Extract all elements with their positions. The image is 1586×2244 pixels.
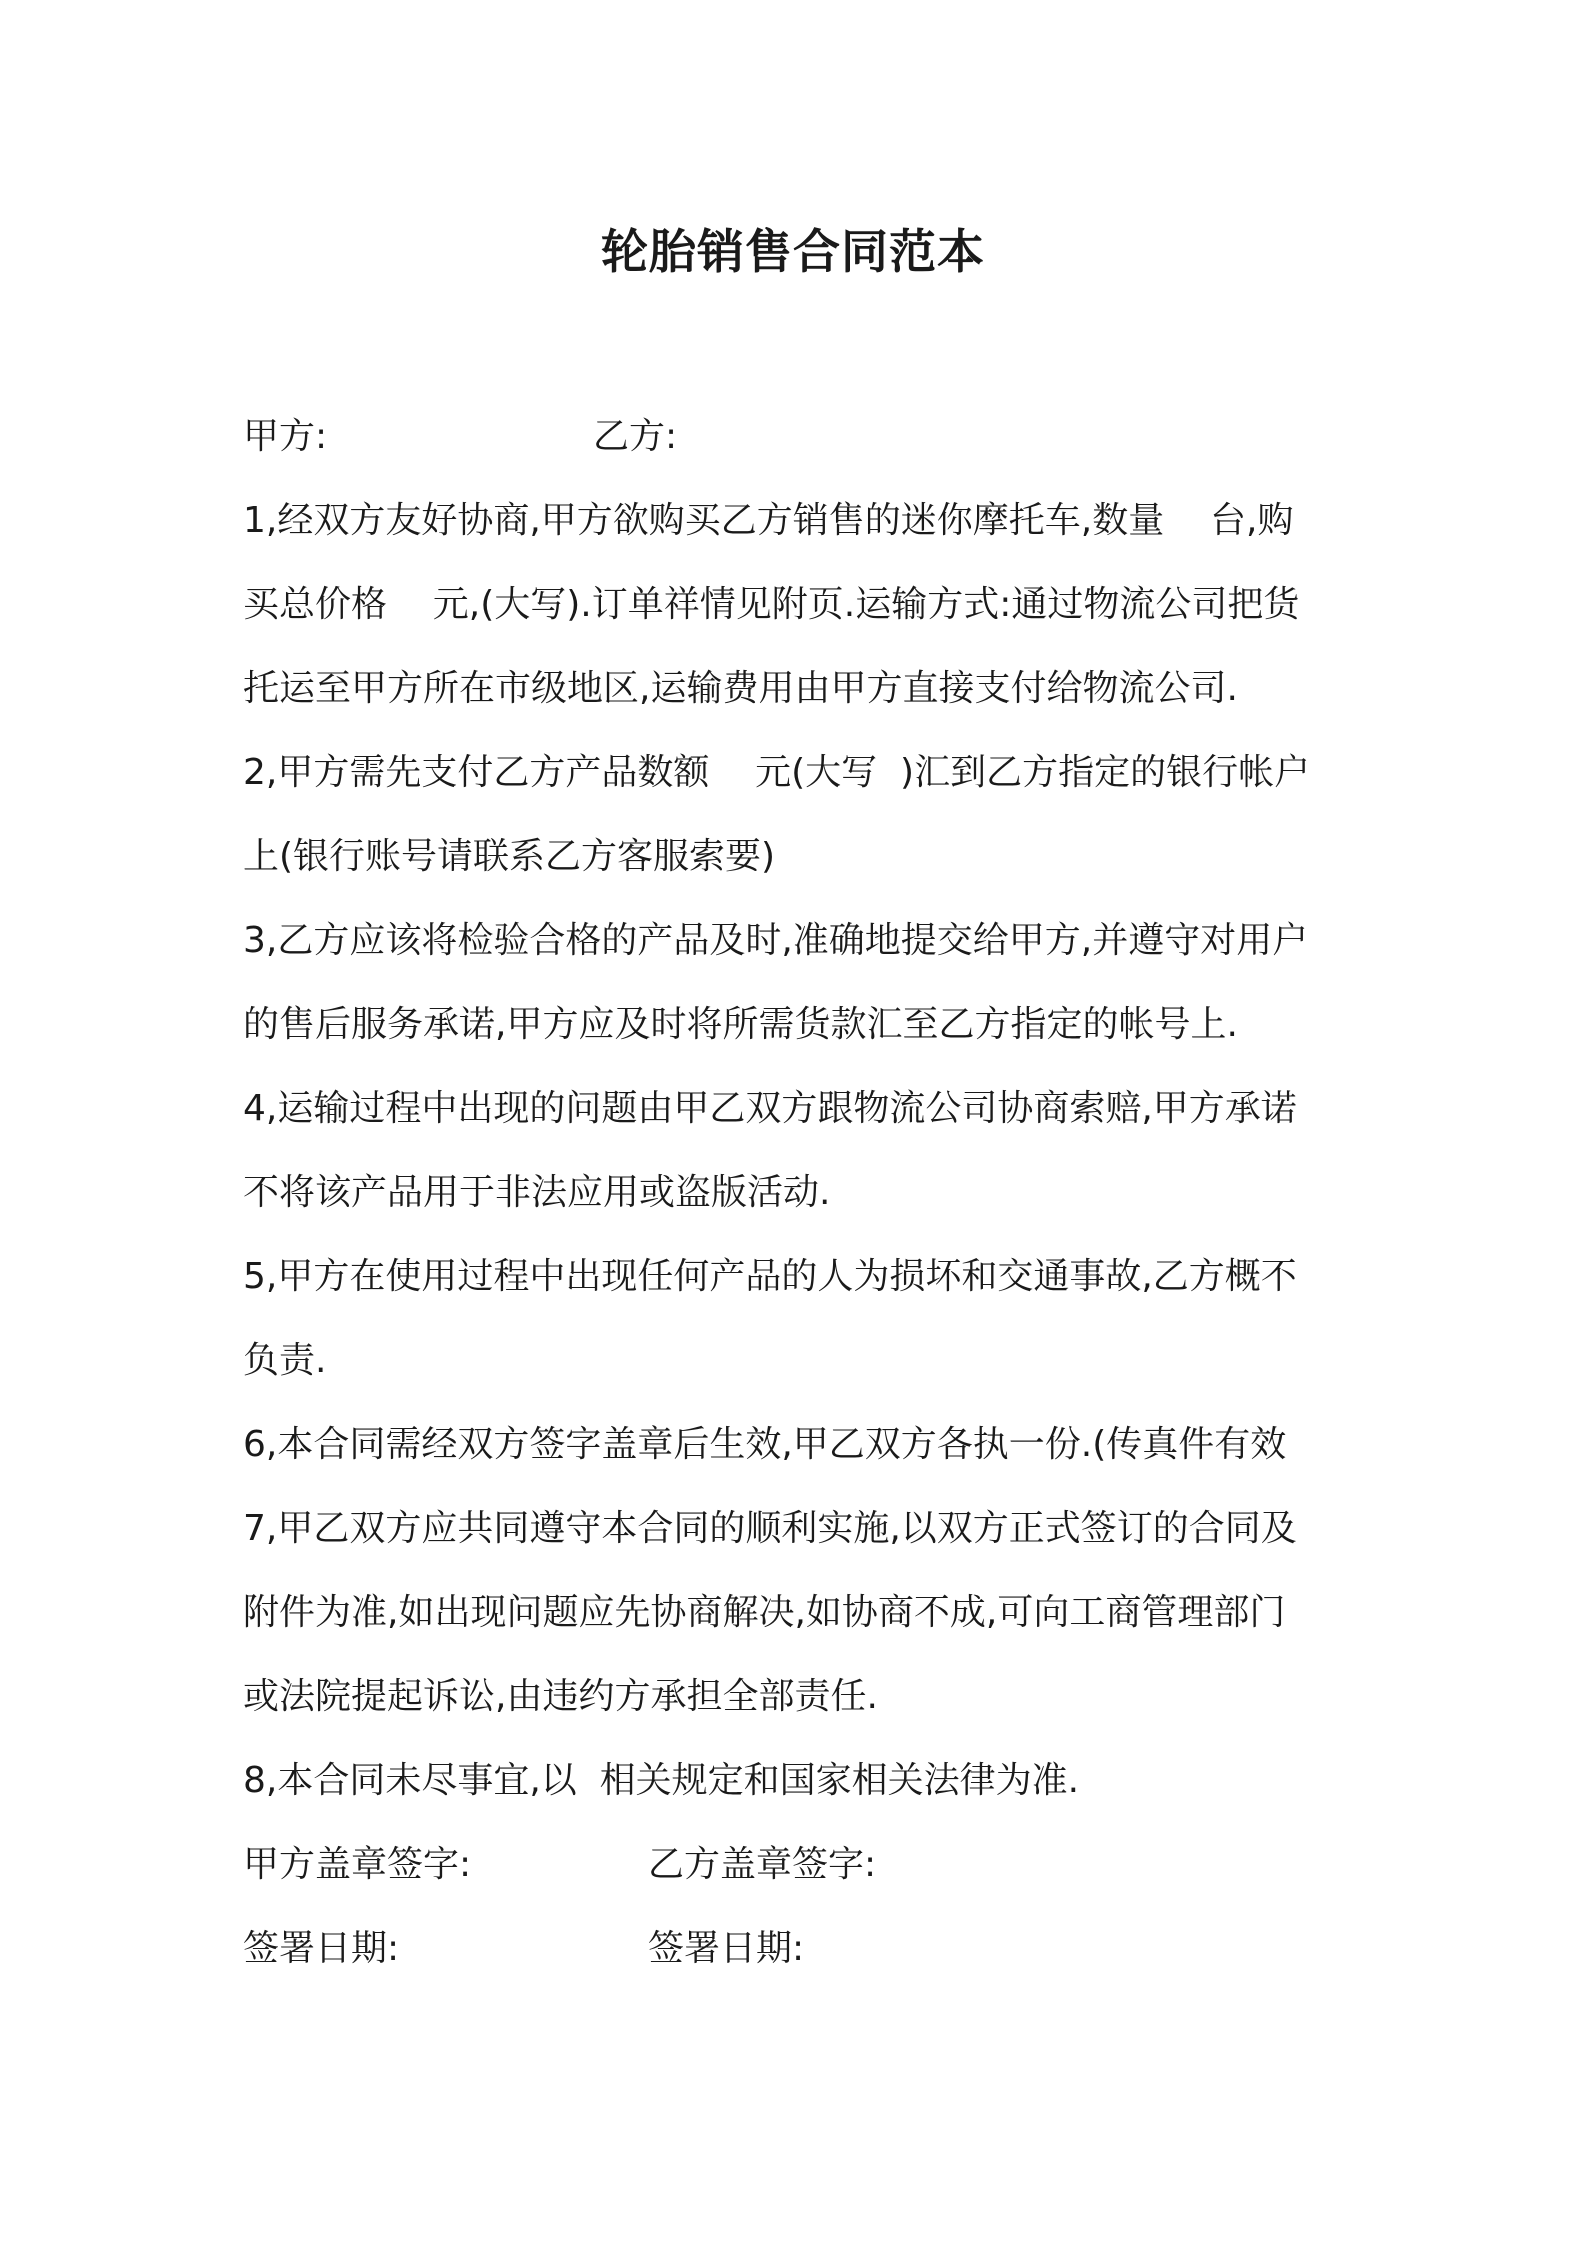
clause-line: 4,运输过程中出现的问题由甲乙双方跟物流公司协商索赔,甲方承诺 <box>243 1088 1297 1129</box>
clause-line: 2,甲方需先支付乙方产品数额 元(大写 )汇到乙方指定的银行帐户 <box>243 752 1311 793</box>
clause-line: 6,本合同需经双方签字盖章后生效,甲乙双方各执一份.(传真件有效 <box>243 1424 1287 1465</box>
clause-line: 8,本合同未尽事宜,以 相关规定和国家相关法律为准. <box>243 1760 1080 1801</box>
clause-line: 负责. <box>243 1340 327 1381</box>
document-title: 轮胎销售合同范本 <box>601 225 985 280</box>
clause-line: 附件为准,如出现问题应先协商解决,如协商不成,可向工商管理部门 <box>243 1592 1286 1633</box>
clause-line: 买总价格 元,(大写).订单祥情见附页.运输方式:通过物流公司把货 <box>243 584 1300 625</box>
clause-line: 托运至甲方所在市级地区,运输费用由甲方直接支付给物流公司. <box>243 668 1238 709</box>
clause-line: 3,乙方应该将检验合格的产品及时,准确地提交给甲方,并遵守对用户 <box>243 920 1309 961</box>
clause-line: 5,甲方在使用过程中出现任何产品的人为损坏和交通事故,乙方概不 <box>243 1256 1297 1297</box>
party-b-label: 乙方: <box>593 416 678 457</box>
clause-line: 的售后服务承诺,甲方应及时将所需货款汇至乙方指定的帐号上. <box>243 1004 1238 1045</box>
clause-line: 或法院提起诉讼,由违约方承担全部责任. <box>243 1676 878 1717</box>
clause-line: 1,经双方友好协商,甲方欲购买乙方销售的迷你摩托车,数量 台,购 <box>243 500 1294 541</box>
clause-line: 不将该产品用于非法应用或盗版活动. <box>243 1172 831 1213</box>
party-a-signature-label: 甲方盖章签字: <box>243 1844 472 1885</box>
clause-line: 7,甲乙双方应共同遵守本合同的顺利实施,以双方正式签订的合同及 <box>243 1508 1297 1549</box>
party-a-date-label: 签署日期: <box>243 1928 400 1969</box>
party-a-label: 甲方: <box>243 416 328 457</box>
party-b-date-label: 签署日期: <box>648 1928 805 1969</box>
clause-line: 上(银行账号请联系乙方客服索要) <box>243 836 776 877</box>
party-b-signature-label: 乙方盖章签字: <box>648 1844 877 1885</box>
